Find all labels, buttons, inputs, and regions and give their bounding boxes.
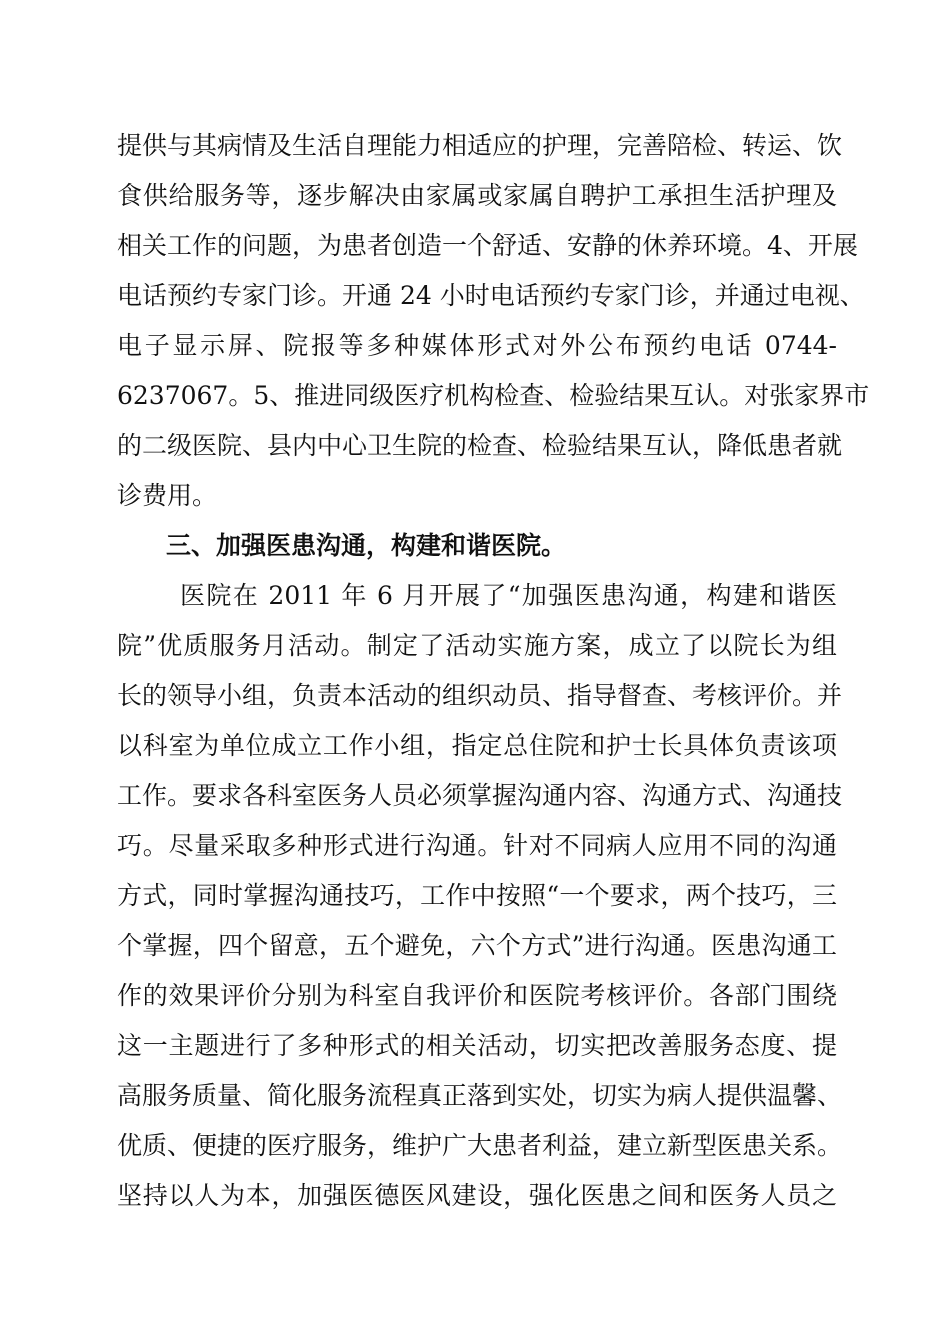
paragraph-line: 这一主题进行了多种形式的相关活动，切实把改善服务态度、提	[117, 1031, 837, 1060]
paragraph-line: 诊费用。	[117, 481, 218, 510]
paragraph-line: 的二级医院、县内中心卫生院的检查、检验结果互认，降低患者就	[117, 431, 843, 460]
paragraph-line: 医院在 2011 年 6 月开展了“加强医患沟通，构建和谐医	[180, 581, 837, 610]
paragraph-line: 坚持以人为本，加强医德医风建设，强化医患之间和医务人员之	[117, 1181, 837, 1210]
paragraph-line: 个掌握，四个留意，五个避免，六个方式”进行沟通。医患沟通工	[117, 931, 837, 960]
paragraph-line: 提供与其病情及生活自理能力相适应的护理，完善陪检、转运、饮	[117, 131, 843, 160]
paragraph-line: 相关工作的问题，为患者创造一个舒适、安静的休养环境。4、开展	[117, 231, 858, 260]
paragraph-line: 院”优质服务月活动。制定了活动实施方案，成立了以院长为组	[117, 631, 837, 660]
paragraph-line: 电话预约专家门诊。开通 24 小时电话预约专家门诊，并通过电视、	[117, 281, 865, 310]
paragraph-line: 以科室为单位成立工作小组，指定总住院和护士长具体负责该项	[117, 731, 837, 760]
paragraph-line: 食供给服务等，逐步解决由家属或家属自聘护工承担生活护理及	[117, 181, 837, 210]
section-heading: 三、加强医患沟通，构建和谐医院。	[166, 531, 567, 560]
paragraph-line: 作的效果评价分别为科室自我评价和医院考核评价。各部门围绕	[117, 981, 837, 1010]
paragraph-line: 方式，同时掌握沟通技巧，工作中按照“一个要求，两个技巧，三	[117, 881, 837, 910]
paragraph-line: 优质、便捷的医疗服务，维护广大患者利益，建立新型医患关系。	[117, 1131, 843, 1160]
paragraph-line: 电子显示屏、院报等多种媒体形式对外公布预约电话 0744-	[117, 331, 837, 360]
paragraph-line: 巧。尽量采取多种形式进行沟通。针对不同病人应用不同的沟通	[117, 831, 837, 860]
paragraph-line: 高服务质量、简化服务流程真正落到实处，切实为病人提供温馨、	[117, 1081, 843, 1110]
paragraph-line: 6237067。5、推进同级医疗机构检查、检验结果互认。对张家界市	[117, 381, 870, 410]
paragraph-line: 工作。要求各科室医务人员必须掌握沟通内容、沟通方式、沟通技	[117, 781, 843, 810]
paragraph-line: 长的领导小组，负责本活动的组织动员、指导督查、考核评价。并	[117, 681, 843, 710]
